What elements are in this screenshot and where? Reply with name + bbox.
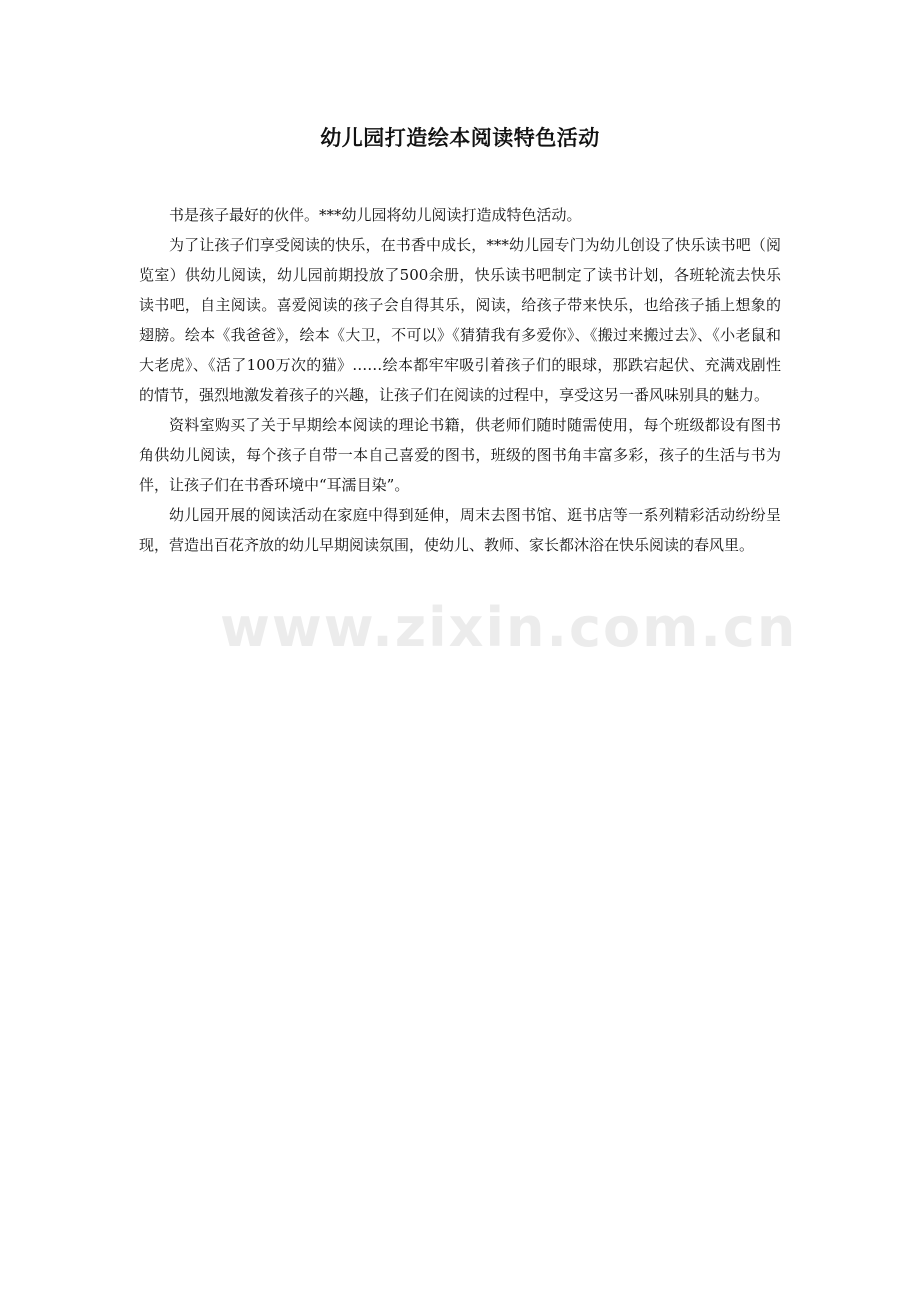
paragraph-3: 资料室购买了关于早期绘本阅读的理论书籍，供老师们随时随需使用，每个班级都设有图书角供幼儿阅读，每个孩子自带一本自己喜爱的图书，班级的图书角丰富多彩，孩子的生活与书为伴，让孩子们在书香环境中“耳濡目染”。 <box>139 416 781 494</box>
document-title: 幼儿园打造绘本阅读特色活动 <box>320 126 600 150</box>
paragraph-1: 书是孩子最好的伙伴。***幼儿园将幼儿阅读打造成特色活动。 <box>169 206 582 224</box>
paragraph-2: 为了让孩子们享受阅读的快乐，在书香中成长，***幼儿园专门为幼儿创设了快乐读书吧（阅览室）供幼儿阅读，幼儿园前期投放了500余册，快乐读书吧制定了读书计划，各班轮流去快乐读书吧，自主阅读。喜爱阅读的孩子会自得其乐，阅读，给孩子带来快乐，也给孩子插上想象的翅膀。绘本《我爸爸》，绘本《大卫，不可以》《猜猜我有多爱你》、《搬过来搬过去》、《小老鼠和大老虎》、《活了100万次的猫》……绘本都牢牢吸引着孩子们的眼球，那跌宕起伏、充满戏剧性的情节，强烈地激发着孩子的兴趣，让孩子们在阅读的过程中，享受这另一番风味别具的魅力。 <box>139 236 781 404</box>
watermark-text: www.zixin.com.cn <box>220 596 798 659</box>
document-body <box>139 200 781 560</box>
paragraph-4: 幼儿园开展的阅读活动在家庭中得到延伸，周末去图书馆、逛书店等一系列精彩活动纷纷呈现，营造出百花齐放的幼儿早期阅读氛围，使幼儿、教师、家长都沐浴在快乐阅读的春风里。 <box>139 506 781 554</box>
